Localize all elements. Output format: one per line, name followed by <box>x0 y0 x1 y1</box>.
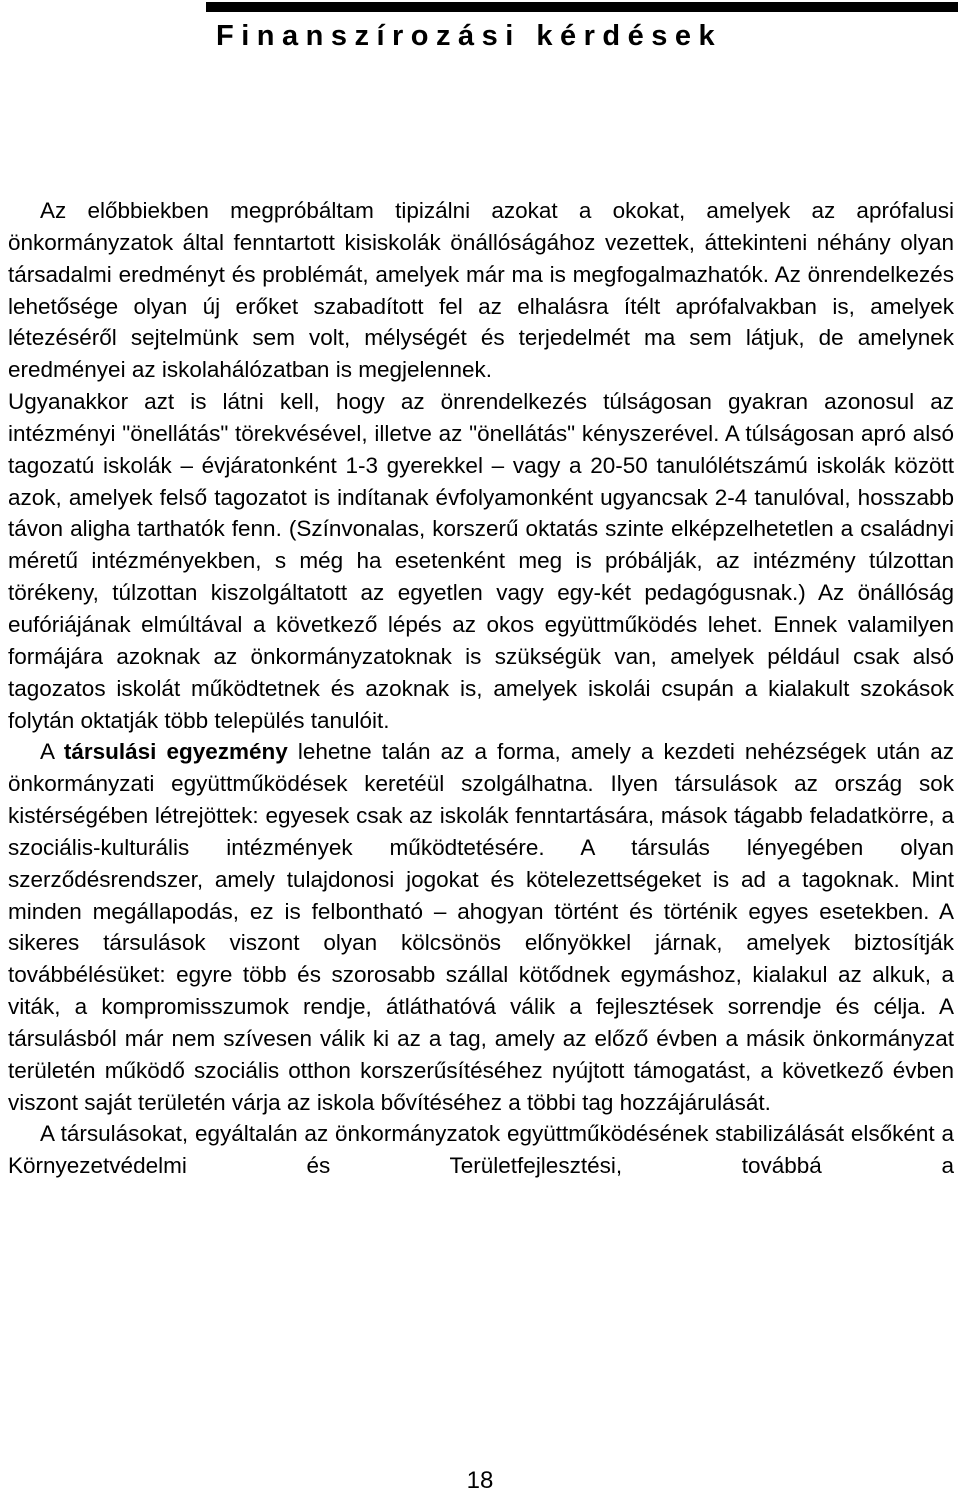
paragraph-3-lead: A <box>40 739 64 765</box>
paragraph-3 <box>8 736 954 1118</box>
header-rule <box>206 2 958 12</box>
paragraph-1: Az előbbiekben megpróbáltam tipizálni azokat a okokat, amelyek az aprófalusi önkormányzatok által fenntartott kisiskolák önállóságához vezettek, áttekinteni néhány olyan társadalmi eredményt és problémát, amelyek már ma is megfogalmazhatók. Az önrendelkezés lehetősége olyan új erőket szabadított fel az elhalásra ítélt aprófalvakban is, amelyek létezéséről sejtelmünk sem volt, mélységét és terjedelmét ma sem látjuk, de amelynek eredményei az iskolahálózatban is megjelennek. <box>8 198 954 383</box>
body-text <box>8 195 954 1182</box>
page-title: Finanszírozási kérdések <box>216 20 723 52</box>
paragraph-3-body: lehetne talán az a forma, amely a kezdeti nehézségek után az önkormányzati együttműködések keretéül szolgálhatna. Ilyen társulások az ország sok kistérségében létrejöttek: egyesek csak az iskolák fenntartására, mások tágabb feladatkörre, a szociális-kulturális intézmények működtetésére. A társulás lényegében olyan szerződésrendszer, amely tulajdonosi jogokat és kötelezettségeket is ad a tagoknak. Mint minden megállapodás, ez is felbontható – ahogyan történt és történik egyes esetekben. A sikeres társulások viszont olyan kölcsönös előnyökkel járnak, amelyek biztosítják továbbélésüket: egyre több és szorosabb szállal kötődnek egymáshoz, kialakul az alkuk, a viták, a kompromisszumok rendje, átláthatóvá válik a fejlesztések sorrendje és célja. A társulásból már nem szívesen válik ki az a tag, amely az előző évben a másik önkormányzat területén működő szociális otthon korszerűsítéséhez nyújtott támogatást, a következő évben viszont saját területén várja az iskola bővítéséhez a többi tag hozzájárulását. <box>8 739 954 1115</box>
paragraph-4: A társulásokat, egyáltalán az önkormányzatok együttműködésének stabilizálását elsőként a Környezetvédelmi és Területfejlesztési, továbbá a <box>8 1121 954 1179</box>
bold-term-tarsulasi-egyezmeny: társulási egyezmény <box>63 739 288 765</box>
page-number: 18 <box>466 1467 494 1494</box>
paragraph-2: Ugyanakkor azt is látni kell, hogy az önrendelkezés túlságosan gyakran azonosul az intézményi "önellátás" törekvésével, illetve az "önellátás" kényszerével. A túlságosan apró alsó tagozatú iskolák – évjáratonként 1-3 gyerekkel – vagy a 20-50 tanulólétszámú iskolák között azok, amelyek felső tagozatot is indítanak évfolyamonként ugyancsak 2-4 tanulóval, hosszabb távon aligha tarthatók fenn. (Színvonalas, korszerű oktatás szinte elképzelhetetlen a családnyi méretű intézményekben, s még ha esetenként meg is próbálják, az intézmény túlzottan törékeny, túlzottan kiszolgáltatott az egyetlen vagy egy-két pedagógusnak.) Az önállóság eufóriájának elmúltával a következő lépés az okos együttműködés lehet. Ennek valamilyen formájára azoknak az önkormányzatoknak is szükségük van, amelyek például csak alsó tagozatos iskolát működtetnek és azoknak is, amelyek iskolái csupán a kialakult szokások folytán oktatják több település tanulóit. <box>8 389 954 733</box>
